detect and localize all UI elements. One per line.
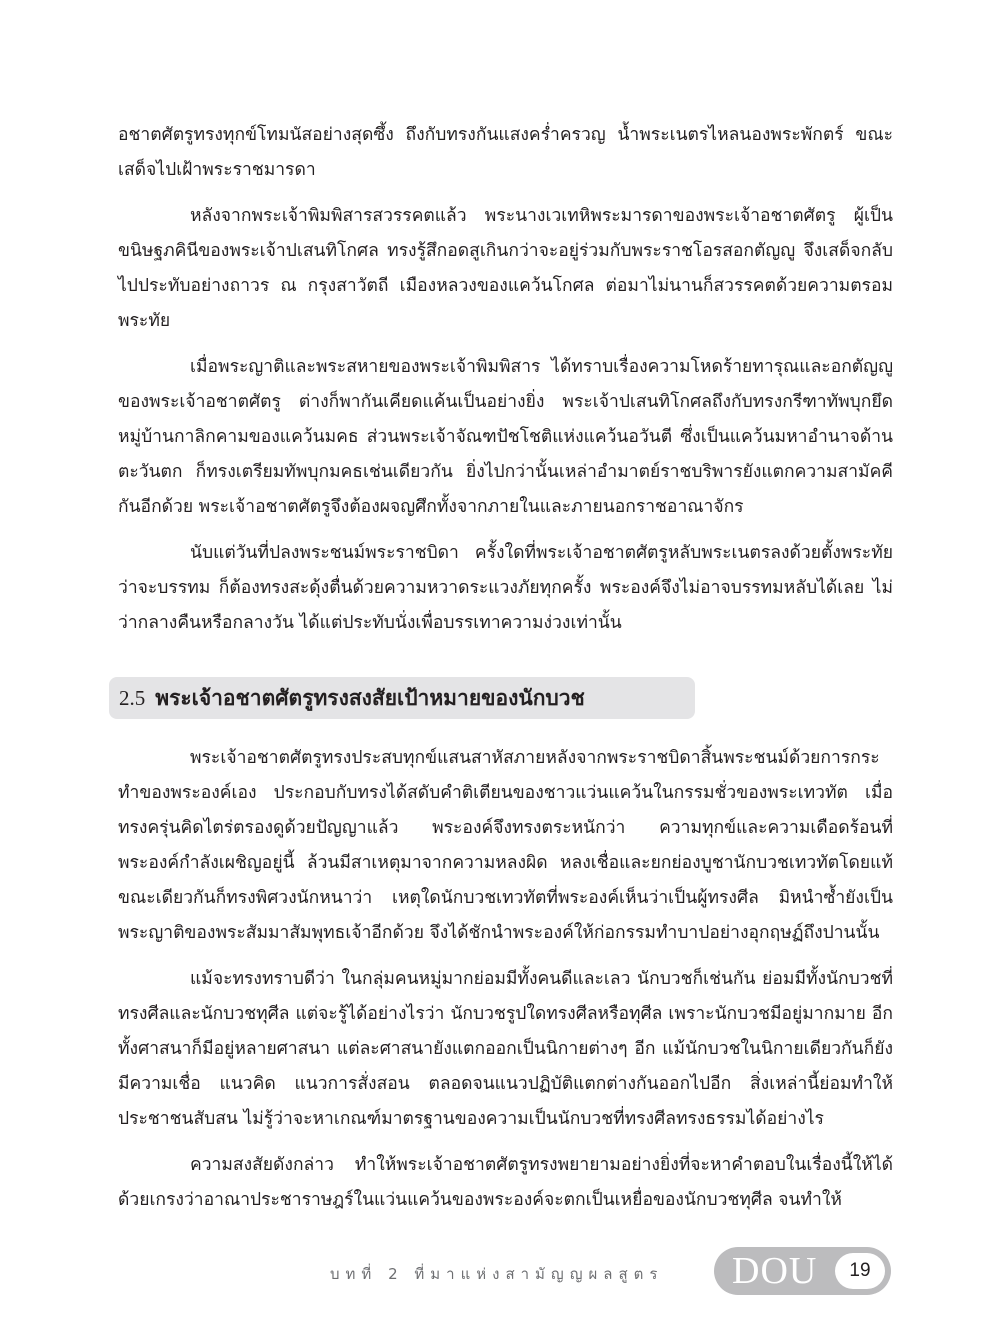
page-number: 19 [835, 1253, 885, 1289]
paragraph: แม้จะทรงทราบดีว่า ในกลุ่มคนหมู่มากย่อมมีทั้งคนดีและเลว นักบวชก็เช่นกัน ย่อมมีทั้งนักบวชที่ทรงศีลและนักบวชทุศีล แต่จะรู้ได้อย่างไรว่า นักบวชรูปใดทรงศีลหรือทุศีล เพราะนักบวชมีอยู่มากมาย อีกทั้งศาสนาก็มีอยู่หลายศาสนา แต่ละศาสนายังแตกออกเป็นนิกายต่างๆ อีก แม้นักบวชในนิกายเดียวกันก็ยังมีความเชื่อ แนวคิด แนวการสั่งสอน ตลอดจนแนวปฏิบัติแตกต่างกันออกไปอีก สิ่งเหล่านี้ย่อมทำให้ประชาชนสับสน ไม่รู้ว่าจะหาเกณฑ์มาตรฐานของความเป็นนักบวชที่ทรงศีลทรงธรรมได้อย่างไร [118, 969, 893, 1129]
paragraph: หลังจากพระเจ้าพิมพิสารสวรรคตแล้ว พระนางเวเทหิพระมารดาของพระเจ้าอชาตศัตรู ผู้เป็นขนิษฐภคินีของพระเจ้าปเสนทิโกศล ทรงรู้สึกอดสูเกินกว่าจะอยู่ร่วมกับพระราชโอรสอกตัญญู จึงเสด็จกลับไปประทับอย่างถาวร ณ กรุงสาวัตถี เมืองหลวงของแคว้นโกศล ต่อมาไม่นานก็สวรรคตด้วยความตรอมพระทัย [118, 206, 893, 331]
paragraph: อชาตศัตรูทรงทุกข์โทมนัสอย่างสุดซึ้ง ถึงกับทรงกันแสงคร่ำครวญ น้ำพระเนตรไหลนองพระพักตร์ ขณะเสด็จไปเฝ้าพระราชมารดา [118, 125, 893, 180]
paragraph: เมื่อพระญาติและพระสหายของพระเจ้าพิมพิสาร ได้ทราบเรื่องความโหดร้ายทารุณและอกตัญญูของพระเจ้าอชาตศัตรู ต่างก็พากันเคียดแค้นเป็นอย่างยิ่ง พระเจ้าปเสนทิโกศลถึงกับทรงกรีฑาทัพบุกยึดหมู่บ้านกาลิกคามของแคว้นมคธ ส่วนพระเจ้าจัณฑปัชโชติแห่งแคว้นอวันตี ซึ่งเป็นแคว้นมหาอำนาจด้านตะวันตก ก็ทรงเตรียมทัพบุกมคธเช่นเดียวกัน ยิ่งไปกว่านั้นเหล่าอำมาตย์ราชบริพารยังแตกความสามัคคีกันอีกด้วย พระเจ้าอชาตศัตรูจึงต้องผจญศึกทั้งจากภายในและภายนอกราชอาณาจักร [118, 357, 893, 517]
section-heading [109, 677, 695, 719]
paragraph: นับแต่วันที่ปลงพระชนม์พระราชบิดา ครั้งใดที่พระเจ้าอชาตศัตรูหลับพระเนตรลงด้วยตั้งพระทัยว่าจะบรรทม ก็ต้องทรงสะดุ้งตื่นด้วยความหวาดระแวงภัยทุกครั้ง พระองค์จึงไม่อาจบรรทมหลับได้เลย ไม่ว่ากลางคืนหรือกลางวัน ได้แต่ประทับนั่งเพื่อบรรเทาความง่วงเท่านั้น [118, 543, 893, 633]
logo-text: DOU [732, 1250, 818, 1292]
page-body [118, 118, 893, 1229]
paragraph: พระเจ้าอชาตศัตรูทรงประสบทุกข์แสนสาหัสภายหลังจากพระราชบิดาสิ้นพระชนม์ด้วยการกระทำของพระองค์เอง ประกอบกับทรงได้สดับคำติเตียนของชาวแว่นแคว้นในกรรมชั่วของพระเทวทัต เมื่อทรงครุ่นคิดไตร่ตรองดูด้วยปัญญาแล้ว พระองค์จึงทรงตระหนักว่า ความทุกข์และความเดือดร้อนที่พระองค์กำลังเผชิญอยู่นี้ ล้วนมีสาเหตุมาจากความหลงผิด หลงเชื่อและยกย่องบูชานักบวชเทวทัตโดยแท้ ขณะเดียวกันก็ทรงพิศวงนักหนาว่า เหตุใดนักบวชเทวทัตที่พระองค์เห็นว่าเป็นผู้ทรงศีล มิหนำซ้ำยังเป็นพระญาติของพระสัมมาสัมพุทธเจ้าอีกด้วย จึงได้ชักนำพระองค์ให้ก่อกรรมทำบาปอย่างอุกฤษฏ์ถึงปานนั้น [118, 748, 893, 943]
section-title: พระเจ้าอชาตศัตรูทรงสงสัยเป้าหมายของนักบวช [155, 685, 585, 710]
footer-chapter-title: บทที่ 2 ที่มาแห่งสามัญญผลสูตร [330, 1265, 664, 1283]
paragraph: ความสงสัยดังกล่าว ทำให้พระเจ้าอชาตศัตรูทรงพยายามอย่างยิ่งที่จะหาคำตอบในเรื่องนี้ให้ได้ ด้วยเกรงว่าอาณาประชาราษฎร์ในแว่นแคว้นของพระองค์จะตกเป็นเหยื่อของนักบวชทุศีล จนทำให้ [118, 1155, 893, 1210]
dou-logo [714, 1247, 891, 1295]
section-number: 2.5 [119, 685, 146, 710]
